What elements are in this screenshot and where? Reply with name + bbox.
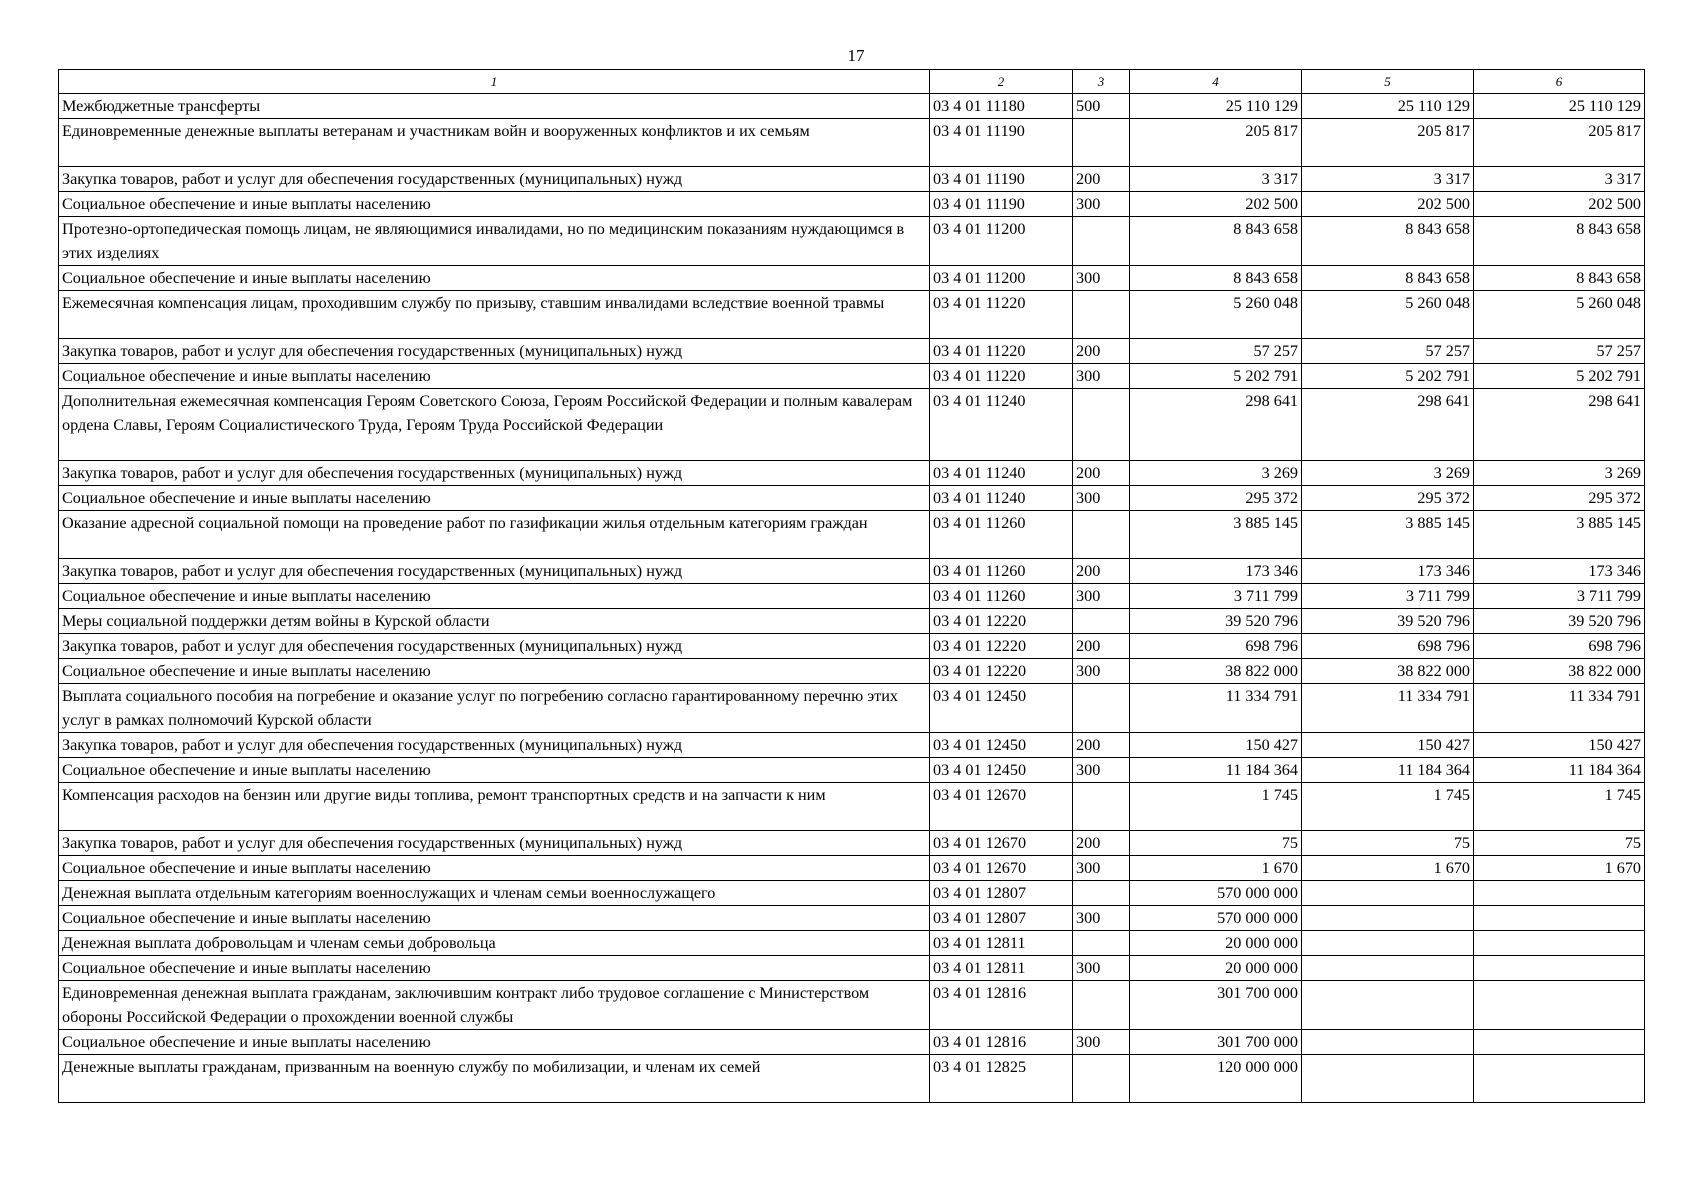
row-value-col4-cell: 3 885 145 <box>1130 511 1302 559</box>
column-header-4: 4 <box>1130 70 1302 94</box>
row-name-cell: Компенсация расходов на бензин или другие виды топлива, ремонт транспортных средств и на запчасти к ним <box>59 783 930 831</box>
row-expense-type-cell: 300 <box>1073 906 1130 931</box>
row-value-col6-cell: 3 317 <box>1474 167 1645 192</box>
row-value-col6-cell <box>1474 881 1645 906</box>
row-value-col5-cell: 11 184 364 <box>1302 758 1474 783</box>
table-row <box>59 906 1645 931</box>
row-value-col5-cell: 5 260 048 <box>1302 291 1474 339</box>
row-expense-type-cell <box>1073 684 1130 733</box>
table-row <box>59 511 1645 559</box>
row-name-cell: Закупка товаров, работ и услуг для обеспечения государственных (муниципальных) нужд <box>59 339 930 364</box>
table-header <box>59 70 1645 94</box>
row-value-col5-cell: 8 843 658 <box>1302 266 1474 291</box>
row-value-col4-cell: 20 000 000 <box>1130 931 1302 956</box>
row-value-col6-cell <box>1474 1030 1645 1055</box>
row-value-col6-cell <box>1474 931 1645 956</box>
row-name-cell: Социальное обеспечение и иные выплаты населению <box>59 486 930 511</box>
row-expense-type-cell <box>1073 931 1130 956</box>
row-value-col5-cell: 3 317 <box>1302 167 1474 192</box>
row-code-cell: 03 4 01 11200 <box>930 266 1073 291</box>
table-row <box>59 339 1645 364</box>
row-code-cell: 03 4 01 11200 <box>930 217 1073 266</box>
row-code-cell: 03 4 01 11190 <box>930 119 1073 167</box>
row-expense-type-cell <box>1073 291 1130 339</box>
row-code-cell: 03 4 01 12450 <box>930 733 1073 758</box>
row-value-col4-cell: 173 346 <box>1130 559 1302 584</box>
row-code-cell: 03 4 01 11260 <box>930 511 1073 559</box>
row-code-cell: 03 4 01 12807 <box>930 906 1073 931</box>
row-value-col4-cell: 150 427 <box>1130 733 1302 758</box>
column-header-1: 1 <box>59 70 930 94</box>
row-code-cell: 03 4 01 12811 <box>930 931 1073 956</box>
row-value-col5-cell: 150 427 <box>1302 733 1474 758</box>
row-expense-type-cell: 300 <box>1073 856 1130 881</box>
table-row <box>59 659 1645 684</box>
row-name-cell: Денежная выплата добровольцам и членам семьи добровольца <box>59 931 930 956</box>
row-value-col5-cell: 698 796 <box>1302 634 1474 659</box>
row-expense-type-cell: 300 <box>1073 1030 1130 1055</box>
row-value-col6-cell: 1 745 <box>1474 783 1645 831</box>
table-row <box>59 364 1645 389</box>
row-value-col5-cell <box>1302 931 1474 956</box>
table-row <box>59 486 1645 511</box>
row-value-col6-cell: 205 817 <box>1474 119 1645 167</box>
row-value-col6-cell: 173 346 <box>1474 559 1645 584</box>
row-value-col6-cell: 11 334 791 <box>1474 684 1645 733</box>
table-row <box>59 217 1645 266</box>
row-expense-type-cell: 300 <box>1073 956 1130 981</box>
table-body <box>59 94 1645 1103</box>
row-name-cell: Социальное обеспечение и иные выплаты населению <box>59 659 930 684</box>
row-value-col5-cell: 173 346 <box>1302 559 1474 584</box>
row-value-col5-cell <box>1302 906 1474 931</box>
row-name-cell: Закупка товаров, работ и услуг для обеспечения государственных (муниципальных) нужд <box>59 461 930 486</box>
row-code-cell: 03 4 01 11260 <box>930 584 1073 609</box>
table-row <box>59 559 1645 584</box>
row-name-cell: Закупка товаров, работ и услуг для обеспечения государственных (муниципальных) нужд <box>59 167 930 192</box>
row-value-col5-cell: 8 843 658 <box>1302 217 1474 266</box>
row-value-col5-cell: 298 641 <box>1302 389 1474 461</box>
row-expense-type-cell <box>1073 389 1130 461</box>
row-expense-type-cell: 300 <box>1073 758 1130 783</box>
row-name-cell: Социальное обеспечение и иные выплаты населению <box>59 266 930 291</box>
row-value-col5-cell: 11 334 791 <box>1302 684 1474 733</box>
row-name-cell: Социальное обеспечение и иные выплаты населению <box>59 856 930 881</box>
row-name-cell: Выплата социального пособия на погребение и оказание услуг по погребению согласно гарантированному перечню этих услуг в рамках полномочий Курской области <box>59 684 930 733</box>
row-name-cell: Закупка товаров, работ и услуг для обеспечения государственных (муниципальных) нужд <box>59 559 930 584</box>
table-row <box>59 783 1645 831</box>
row-expense-type-cell: 200 <box>1073 461 1130 486</box>
row-expense-type-cell: 200 <box>1073 559 1130 584</box>
row-name-cell: Социальное обеспечение и иные выплаты населению <box>59 364 930 389</box>
row-value-col5-cell <box>1302 881 1474 906</box>
row-value-col6-cell: 5 260 048 <box>1474 291 1645 339</box>
row-expense-type-cell <box>1073 981 1130 1030</box>
row-code-cell: 03 4 01 12220 <box>930 659 1073 684</box>
row-value-col4-cell: 570 000 000 <box>1130 881 1302 906</box>
row-name-cell: Денежная выплата отдельным категориям военнослужащих и членам семьи военнослужащего <box>59 881 930 906</box>
row-name-cell: Ежемесячная компенсация лицам, проходившим службу по призыву, ставшим инвалидами вследствие военной травмы <box>59 291 930 339</box>
row-value-col5-cell: 38 822 000 <box>1302 659 1474 684</box>
table-row <box>59 291 1645 339</box>
row-value-col6-cell: 3 269 <box>1474 461 1645 486</box>
table-row <box>59 266 1645 291</box>
row-value-col6-cell: 202 500 <box>1474 192 1645 217</box>
column-header-2: 2 <box>930 70 1073 94</box>
row-value-col4-cell: 57 257 <box>1130 339 1302 364</box>
row-name-cell: Социальное обеспечение и иные выплаты населению <box>59 906 930 931</box>
row-value-col6-cell <box>1474 981 1645 1030</box>
table-row <box>59 1030 1645 1055</box>
table-row <box>59 461 1645 486</box>
row-name-cell: Социальное обеспечение и иные выплаты населению <box>59 584 930 609</box>
row-value-col4-cell: 295 372 <box>1130 486 1302 511</box>
row-value-col4-cell: 39 520 796 <box>1130 609 1302 634</box>
table-row <box>59 634 1645 659</box>
row-name-cell: Закупка товаров, работ и услуг для обеспечения государственных (муниципальных) нужд <box>59 831 930 856</box>
row-value-col4-cell: 75 <box>1130 831 1302 856</box>
row-value-col4-cell: 3 269 <box>1130 461 1302 486</box>
row-code-cell: 03 4 01 11220 <box>930 291 1073 339</box>
column-header-6: 6 <box>1474 70 1645 94</box>
row-expense-type-cell <box>1073 783 1130 831</box>
row-code-cell: 03 4 01 12816 <box>930 981 1073 1030</box>
page-number: 17 <box>847 46 865 65</box>
row-expense-type-cell: 200 <box>1073 634 1130 659</box>
row-value-col5-cell <box>1302 1030 1474 1055</box>
row-value-col5-cell: 57 257 <box>1302 339 1474 364</box>
table-row <box>59 956 1645 981</box>
row-value-col4-cell: 205 817 <box>1130 119 1302 167</box>
row-expense-type-cell <box>1073 217 1130 266</box>
row-name-cell: Дополнительная ежемесячная компенсация Героям Советского Союза, Героям Российской Федерации и полным кавалерам ордена Славы, Героям Социалистического Труда, Героям Труда Российской Федерации <box>59 389 930 461</box>
table-row <box>59 1055 1645 1103</box>
row-value-col6-cell: 150 427 <box>1474 733 1645 758</box>
row-expense-type-cell: 500 <box>1073 94 1130 119</box>
table-row <box>59 733 1645 758</box>
row-value-col5-cell: 205 817 <box>1302 119 1474 167</box>
row-code-cell: 03 4 01 12670 <box>930 831 1073 856</box>
row-value-col4-cell: 301 700 000 <box>1130 981 1302 1030</box>
row-name-cell: Единовременные денежные выплаты ветеранам и участникам войн и вооруженных конфликтов и их семьям <box>59 119 930 167</box>
row-value-col4-cell: 120 000 000 <box>1130 1055 1302 1103</box>
row-value-col6-cell: 295 372 <box>1474 486 1645 511</box>
table-row <box>59 609 1645 634</box>
row-code-cell: 03 4 01 12220 <box>930 634 1073 659</box>
row-code-cell: 03 4 01 11260 <box>930 559 1073 584</box>
row-value-col5-cell: 3 711 799 <box>1302 584 1474 609</box>
row-code-cell: 03 4 01 12825 <box>930 1055 1073 1103</box>
row-value-col5-cell: 1 670 <box>1302 856 1474 881</box>
row-expense-type-cell <box>1073 119 1130 167</box>
row-value-col4-cell: 5 202 791 <box>1130 364 1302 389</box>
budget-table <box>58 69 1645 1103</box>
row-expense-type-cell: 300 <box>1073 364 1130 389</box>
row-expense-type-cell: 300 <box>1073 192 1130 217</box>
row-value-col5-cell: 295 372 <box>1302 486 1474 511</box>
row-value-col5-cell: 75 <box>1302 831 1474 856</box>
row-value-col5-cell <box>1302 981 1474 1030</box>
row-code-cell: 03 4 01 12807 <box>930 881 1073 906</box>
table-row <box>59 389 1645 461</box>
row-value-col5-cell: 202 500 <box>1302 192 1474 217</box>
row-name-cell: Социальное обеспечение и иные выплаты населению <box>59 758 930 783</box>
table-row <box>59 831 1645 856</box>
row-code-cell: 03 4 01 11190 <box>930 192 1073 217</box>
row-value-col6-cell: 8 843 658 <box>1474 266 1645 291</box>
row-value-col5-cell: 39 520 796 <box>1302 609 1474 634</box>
row-name-cell: Социальное обеспечение и иные выплаты населению <box>59 956 930 981</box>
row-value-col6-cell <box>1474 956 1645 981</box>
row-value-col4-cell: 570 000 000 <box>1130 906 1302 931</box>
row-value-col5-cell: 3 885 145 <box>1302 511 1474 559</box>
row-expense-type-cell: 200 <box>1073 167 1130 192</box>
row-value-col6-cell: 57 257 <box>1474 339 1645 364</box>
row-value-col6-cell: 298 641 <box>1474 389 1645 461</box>
row-value-col4-cell: 8 843 658 <box>1130 266 1302 291</box>
row-code-cell: 03 4 01 12220 <box>930 609 1073 634</box>
row-value-col5-cell: 5 202 791 <box>1302 364 1474 389</box>
table-row <box>59 684 1645 733</box>
row-value-col6-cell: 3 885 145 <box>1474 511 1645 559</box>
row-value-col6-cell <box>1474 906 1645 931</box>
row-code-cell: 03 4 01 11220 <box>930 364 1073 389</box>
row-value-col6-cell: 1 670 <box>1474 856 1645 881</box>
row-value-col6-cell: 3 711 799 <box>1474 584 1645 609</box>
row-expense-type-cell <box>1073 511 1130 559</box>
row-value-col4-cell: 3 711 799 <box>1130 584 1302 609</box>
row-value-col4-cell: 8 843 658 <box>1130 217 1302 266</box>
row-value-col6-cell <box>1474 1055 1645 1103</box>
table-row <box>59 881 1645 906</box>
table-row <box>59 167 1645 192</box>
row-value-col6-cell: 39 520 796 <box>1474 609 1645 634</box>
row-value-col4-cell: 20 000 000 <box>1130 956 1302 981</box>
row-expense-type-cell <box>1073 881 1130 906</box>
row-code-cell: 03 4 01 11240 <box>930 486 1073 511</box>
table-row <box>59 192 1645 217</box>
header-row <box>59 70 1645 94</box>
row-value-col5-cell: 3 269 <box>1302 461 1474 486</box>
row-value-col4-cell: 698 796 <box>1130 634 1302 659</box>
row-value-col4-cell: 25 110 129 <box>1130 94 1302 119</box>
row-expense-type-cell: 300 <box>1073 584 1130 609</box>
row-value-col4-cell: 298 641 <box>1130 389 1302 461</box>
table-row <box>59 981 1645 1030</box>
table-row <box>59 758 1645 783</box>
row-code-cell: 03 4 01 12816 <box>930 1030 1073 1055</box>
row-name-cell: Денежные выплаты гражданам, призванным на военную службу по мобилизации, и членам их семей <box>59 1055 930 1103</box>
row-value-col4-cell: 38 822 000 <box>1130 659 1302 684</box>
row-code-cell: 03 4 01 12670 <box>930 783 1073 831</box>
row-value-col5-cell <box>1302 956 1474 981</box>
row-expense-type-cell <box>1073 1055 1130 1103</box>
table-row <box>59 584 1645 609</box>
row-expense-type-cell: 300 <box>1073 659 1130 684</box>
row-expense-type-cell: 200 <box>1073 339 1130 364</box>
row-name-cell: Закупка товаров, работ и услуг для обеспечения государственных (муниципальных) нужд <box>59 634 930 659</box>
row-value-col4-cell: 11 184 364 <box>1130 758 1302 783</box>
column-header-3: 3 <box>1073 70 1130 94</box>
row-expense-type-cell <box>1073 609 1130 634</box>
row-value-col5-cell: 25 110 129 <box>1302 94 1474 119</box>
row-value-col4-cell: 5 260 048 <box>1130 291 1302 339</box>
row-value-col4-cell: 1 745 <box>1130 783 1302 831</box>
row-expense-type-cell: 200 <box>1073 733 1130 758</box>
table-row <box>59 856 1645 881</box>
row-value-col4-cell: 301 700 000 <box>1130 1030 1302 1055</box>
row-name-cell: Протезно-ортопедическая помощь лицам, не являющимися инвалидами, но по медицинским показаниям нуждающимся в этих изделиях <box>59 217 930 266</box>
row-name-cell: Межбюджетные трансферты <box>59 94 930 119</box>
column-header-5: 5 <box>1302 70 1474 94</box>
table-row <box>59 94 1645 119</box>
row-value-col4-cell: 3 317 <box>1130 167 1302 192</box>
row-expense-type-cell: 300 <box>1073 486 1130 511</box>
row-value-col6-cell: 8 843 658 <box>1474 217 1645 266</box>
row-value-col4-cell: 202 500 <box>1130 192 1302 217</box>
row-expense-type-cell: 200 <box>1073 831 1130 856</box>
row-code-cell: 03 4 01 12811 <box>930 956 1073 981</box>
row-value-col5-cell <box>1302 1055 1474 1103</box>
row-name-cell: Единовременная денежная выплата гражданам, заключившим контракт либо трудовое соглашение с Министерством обороны Российской Федерации о прохождении военной службы <box>59 981 930 1030</box>
row-code-cell: 03 4 01 11180 <box>930 94 1073 119</box>
row-name-cell: Меры социальной поддержки детям войны в Курской области <box>59 609 930 634</box>
row-code-cell: 03 4 01 12450 <box>930 758 1073 783</box>
table-row <box>59 119 1645 167</box>
table-row <box>59 931 1645 956</box>
row-value-col6-cell: 5 202 791 <box>1474 364 1645 389</box>
row-code-cell: 03 4 01 12450 <box>930 684 1073 733</box>
row-name-cell: Оказание адресной социальной помощи на проведение работ по газификации жилья отдельным категориям граждан <box>59 511 930 559</box>
row-value-col6-cell: 75 <box>1474 831 1645 856</box>
row-code-cell: 03 4 01 11220 <box>930 339 1073 364</box>
row-code-cell: 03 4 01 11190 <box>930 167 1073 192</box>
row-name-cell: Закупка товаров, работ и услуг для обеспечения государственных (муниципальных) нужд <box>59 733 930 758</box>
row-code-cell: 03 4 01 11240 <box>930 389 1073 461</box>
row-code-cell: 03 4 01 12670 <box>930 856 1073 881</box>
row-value-col6-cell: 11 184 364 <box>1474 758 1645 783</box>
row-code-cell: 03 4 01 11240 <box>930 461 1073 486</box>
row-value-col5-cell: 1 745 <box>1302 783 1474 831</box>
row-value-col4-cell: 11 334 791 <box>1130 684 1302 733</box>
row-expense-type-cell: 300 <box>1073 266 1130 291</box>
row-value-col4-cell: 1 670 <box>1130 856 1302 881</box>
row-value-col6-cell: 38 822 000 <box>1474 659 1645 684</box>
row-name-cell: Социальное обеспечение и иные выплаты населению <box>59 192 930 217</box>
row-value-col6-cell: 698 796 <box>1474 634 1645 659</box>
row-value-col6-cell: 25 110 129 <box>1474 94 1645 119</box>
row-name-cell: Социальное обеспечение и иные выплаты населению <box>59 1030 930 1055</box>
